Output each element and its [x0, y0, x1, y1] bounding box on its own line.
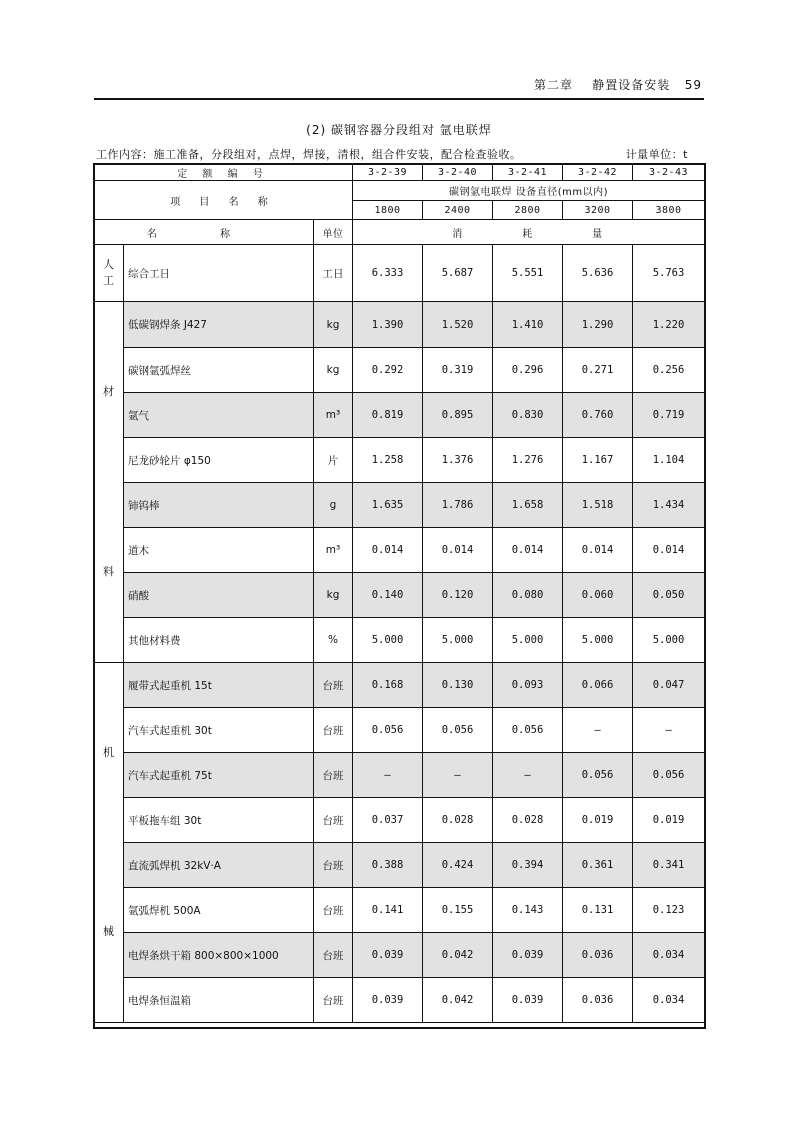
item-unit: m³ [314, 528, 353, 573]
item-unit: 台班 [314, 663, 353, 708]
diameter-value: 3800 [633, 201, 705, 220]
value-cell: 0.028 [423, 798, 493, 843]
item-name: 汽车式起重机 75t [124, 753, 314, 798]
value-cell: 0.123 [633, 888, 705, 933]
value-cell: 0.080 [493, 573, 563, 618]
value-cell: 1.276 [493, 438, 563, 483]
value-cell: — [563, 708, 633, 753]
value-cell: 1.635 [353, 483, 423, 528]
value-cell: 1.390 [353, 302, 423, 348]
value-cell: 0.036 [563, 933, 633, 978]
value-cell: 0.039 [353, 978, 423, 1023]
header-rule [94, 98, 704, 100]
value-cell: 0.014 [563, 528, 633, 573]
item-unit: kg [314, 302, 353, 348]
item-unit: m³ [314, 393, 353, 438]
value-cell: — [353, 753, 423, 798]
value-cell: 1.104 [633, 438, 705, 483]
item-unit: 台班 [314, 978, 353, 1023]
value-cell: 0.014 [353, 528, 423, 573]
value-cell: 0.341 [633, 843, 705, 888]
value-cell: 0.019 [633, 798, 705, 843]
diameter-value: 2400 [423, 201, 493, 220]
category-char: 人 [103, 258, 114, 271]
item-unit: 台班 [314, 843, 353, 888]
value-cell: 0.388 [353, 843, 423, 888]
value-cell: 5.000 [633, 618, 705, 663]
value-cell: 0.014 [423, 528, 493, 573]
value-cell: 5.636 [563, 245, 633, 302]
item-name: 履带式起重机 15t [124, 663, 314, 708]
value-cell: 0.056 [493, 708, 563, 753]
value-cell: 0.256 [633, 348, 705, 393]
item-unit: kg [314, 573, 353, 618]
value-cell: — [493, 753, 563, 798]
item-name: 尼龙砂轮片 φ150 [124, 438, 314, 483]
category-label [94, 302, 124, 663]
consumption-char: 消 [423, 220, 493, 245]
value-cell: 0.028 [493, 798, 563, 843]
item-name: 直流弧焊机 32kV·A [124, 843, 314, 888]
value-cell: — [423, 753, 493, 798]
value-cell: 0.830 [493, 393, 563, 438]
value-cell: 0.056 [633, 753, 705, 798]
quota-code: 3-2-43 [633, 164, 705, 181]
value-cell: 0.019 [563, 798, 633, 843]
table-row [94, 573, 705, 618]
page-header [534, 76, 702, 93]
value-cell: 5.000 [353, 618, 423, 663]
item-name: 电焊条恒温箱 [124, 978, 314, 1023]
value-cell: 0.719 [633, 393, 705, 438]
value-cell: 0.047 [633, 663, 705, 708]
item-name-label: 项 目 名 称 [94, 181, 353, 220]
item-unit: kg [314, 348, 353, 393]
value-cell: 0.050 [633, 573, 705, 618]
value-cell: 0.042 [423, 978, 493, 1023]
value-cell: 0.130 [423, 663, 493, 708]
item-name: 电焊条烘干箱 800×800×1000 [124, 933, 314, 978]
diameter-value: 3200 [563, 201, 633, 220]
value-cell: 5.000 [563, 618, 633, 663]
value-cell: 5.551 [493, 245, 563, 302]
item-unit: % [314, 618, 353, 663]
table-row [94, 245, 705, 302]
item-name: 综合工日 [124, 245, 314, 302]
category-char: 机 [103, 746, 114, 759]
table-row [94, 798, 705, 843]
quota-code: 3-2-42 [563, 164, 633, 181]
value-cell: 0.140 [353, 573, 423, 618]
value-cell: 1.410 [493, 302, 563, 348]
diameter-value: 1800 [353, 201, 423, 220]
value-cell: 0.819 [353, 393, 423, 438]
item-unit: 台班 [314, 753, 353, 798]
value-cell: 0.131 [563, 888, 633, 933]
table-row [94, 528, 705, 573]
category-char: 械 [103, 925, 114, 938]
table-row [94, 888, 705, 933]
value-cell: 0.155 [423, 888, 493, 933]
value-cell: 0.141 [353, 888, 423, 933]
consumption-header-blank [633, 220, 705, 245]
value-cell: 0.056 [563, 753, 633, 798]
value-cell: 0.056 [353, 708, 423, 753]
value-cell: 0.042 [423, 933, 493, 978]
value-cell: 0.292 [353, 348, 423, 393]
category-char: 料 [103, 564, 114, 578]
item-unit: 工日 [314, 245, 353, 302]
quota-code: 3-2-39 [353, 164, 423, 181]
value-cell: 5.000 [423, 618, 493, 663]
category-char: 工 [103, 274, 114, 287]
value-cell: 5.763 [633, 245, 705, 302]
table-row [94, 708, 705, 753]
diameter-value: 2800 [493, 201, 563, 220]
value-cell: 1.167 [563, 438, 633, 483]
value-cell: 1.258 [353, 438, 423, 483]
consumption-header-blank [353, 220, 423, 245]
table-row [94, 348, 705, 393]
value-cell: 6.333 [353, 245, 423, 302]
consumption-char: 耗 [493, 220, 563, 245]
item-name: 氩气 [124, 393, 314, 438]
measurement-unit: 计量单位：t [625, 148, 688, 161]
value-cell: 0.168 [353, 663, 423, 708]
table-row [94, 843, 705, 888]
item-unit: 台班 [314, 708, 353, 753]
item-name: 道木 [124, 528, 314, 573]
section-label: 静置设备安装 [592, 78, 671, 92]
value-cell: 0.034 [633, 978, 705, 1023]
item-name: 铈钨棒 [124, 483, 314, 528]
column-name-header: 名 称 [94, 220, 314, 245]
quota-table [93, 163, 705, 1023]
table-row [94, 978, 705, 1023]
item-unit: 台班 [314, 888, 353, 933]
consumption-char: 量 [563, 220, 633, 245]
table-row [94, 393, 705, 438]
table-row [94, 663, 705, 708]
value-cell: 1.220 [633, 302, 705, 348]
value-cell: — [633, 708, 705, 753]
value-cell: 0.394 [493, 843, 563, 888]
value-cell: 0.424 [423, 843, 493, 888]
value-cell: 0.014 [633, 528, 705, 573]
table-row [94, 618, 705, 663]
item-name: 其他材料费 [124, 618, 314, 663]
value-cell: 0.760 [563, 393, 633, 438]
value-cell: 0.039 [493, 933, 563, 978]
quota-code: 3-2-40 [423, 164, 493, 181]
value-cell: 0.014 [493, 528, 563, 573]
item-name: 碳钢氩弧焊丝 [124, 348, 314, 393]
table-row [94, 483, 705, 528]
group-heading: 碳钢氩电联焊 设备直径(mm以内) [353, 181, 705, 201]
page-number: 59 [684, 78, 702, 92]
value-cell: 5.000 [493, 618, 563, 663]
item-unit: g [314, 483, 353, 528]
value-cell: 0.037 [353, 798, 423, 843]
value-cell: 1.290 [563, 302, 633, 348]
value-cell: 0.036 [563, 978, 633, 1023]
category-label [94, 245, 124, 302]
value-cell: 1.376 [423, 438, 493, 483]
column-unit-header: 单位 [314, 220, 353, 245]
value-cell: 0.039 [493, 978, 563, 1023]
value-cell: 1.518 [563, 483, 633, 528]
item-name: 低碳钢焊条 J427 [124, 302, 314, 348]
value-cell: 0.296 [493, 348, 563, 393]
section-title: (2) 碳钢容器分段组对 氩电联焊 [306, 123, 492, 137]
table-row [94, 302, 705, 348]
item-name: 硝酸 [124, 573, 314, 618]
value-cell: 0.361 [563, 843, 633, 888]
item-unit: 台班 [314, 933, 353, 978]
work-content: 工作内容：施工准备，分段组对，点焊，焊接，清根，组合件安装，配合检查验收。 [96, 148, 522, 161]
value-cell: 0.056 [423, 708, 493, 753]
item-unit: 台班 [314, 798, 353, 843]
value-cell: 0.034 [633, 933, 705, 978]
quota-code-label: 定 额 编 号 [94, 164, 353, 181]
category-label [94, 663, 124, 1023]
value-cell: 1.434 [633, 483, 705, 528]
item-name: 平板拖车组 30t [124, 798, 314, 843]
value-cell: 0.060 [563, 573, 633, 618]
value-cell: 0.039 [353, 933, 423, 978]
quota-code: 3-2-41 [493, 164, 563, 181]
category-char: 材 [103, 385, 114, 399]
value-cell: 0.319 [423, 348, 493, 393]
item-unit: 片 [314, 438, 353, 483]
item-name: 汽车式起重机 30t [124, 708, 314, 753]
value-cell: 5.687 [423, 245, 493, 302]
chapter-label: 第二章 [533, 78, 573, 92]
table-row [94, 753, 705, 798]
value-cell: 1.520 [423, 302, 493, 348]
value-cell: 1.786 [423, 483, 493, 528]
item-name: 氩弧焊机 500A [124, 888, 314, 933]
value-cell: 0.895 [423, 393, 493, 438]
value-cell: 0.271 [563, 348, 633, 393]
table-row [94, 438, 705, 483]
value-cell: 0.143 [493, 888, 563, 933]
value-cell: 0.120 [423, 573, 493, 618]
value-cell: 0.066 [563, 663, 633, 708]
value-cell: 0.093 [493, 663, 563, 708]
table-row [94, 933, 705, 978]
value-cell: 1.658 [493, 483, 563, 528]
